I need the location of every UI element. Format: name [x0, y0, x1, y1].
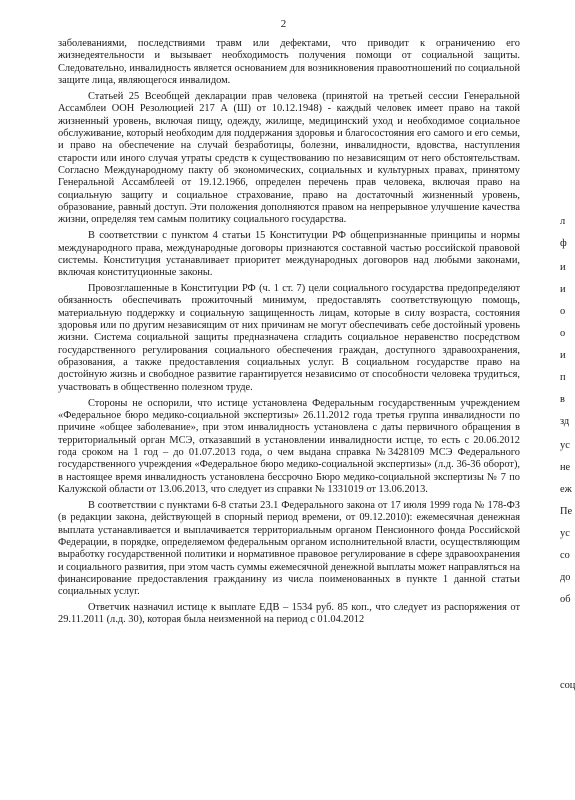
edge-fragment: не — [560, 462, 571, 473]
paragraph-universal-declaration: Статьей 25 Всеобщей декларации прав человека (принятой на третьей сессии Генеральной Ассамблеи ООН Резолюцией 217 А (Ш) от 10.12.1948) - каждый человек имеет право на такой жизненный уровень, включая пищу, одежду, жилище, медицинский уход и необходимое социальное обслуживание, который необходим для поддержания здоровья и благосостояния его самого и его семьи, и право на обеспечение на случай безработицы, болезни, инвалидности, вдовства, наступления старости или иного случая утраты средств к существованию по независящим от него обстоятельствам. Согласно Международному пакту об экономических, социальных и культурных правах, принятому Генеральной Ассамблеей от 19.12.1966, определен перечень прав человека, включая право на социальную защиту и социальное страхование, право на достаточный жизненный уровень, образование, равный доступ. Эти положения дополняются правом на непрерывное улучшение качества жизни, определяя тем самым политику социального государства. — [58, 90, 520, 226]
edge-fragment: п — [560, 372, 566, 383]
edge-fragment: Пе — [560, 506, 573, 517]
edge-fragment: ус — [560, 528, 570, 539]
page-number: 2 — [280, 18, 287, 30]
paragraph-federal-law-178: В соответствии с пунктами 6-8 статьи 23.1 Федерального закона от 17 июля 1999 года № 178-ФЗ (в редакции закона, действующей в спорный период времени, от 09.12.2010): ежемесячная денежная выплата устанавливается и выплачивается территориальным органом Пенсионного фонда Российской Федерации, в порядке, определяемом федеральным органом исполнительной власти, осуществляющим выработку государственной политики и нормативное правовое регулирование в сфере здравоохранения и социального развития, при этом часть суммы ежемесячной денежной выплаты может направляться на финансирование предоставления гражданину из числа поименованных в пункте 1 данной статьи социальных услуг. — [58, 499, 520, 598]
edge-fragment: о — [560, 328, 566, 339]
edge-fragment: в — [560, 394, 565, 405]
edge-fragment: и — [560, 350, 566, 361]
paragraph-edv-payment: Ответчик назначил истице к выплате ЕДВ – 1534 руб. 85 коп., что следует из распоряжения от 29.11.2011 (л.д. 30), которая была неизменной на период с 01.04.2012 — [58, 602, 520, 626]
edge-fragment: зд — [560, 416, 570, 427]
document-body — [58, 38, 520, 630]
edge-fragment: еж — [560, 484, 572, 495]
edge-fragment: со — [560, 550, 570, 561]
paragraph-disability-established: Стороны не оспорили, что истице установлена Федеральным государственным учреждением «Федеральное бюро медико-социальной экспертизы» 26.11.2012 года третья группа инвалидности по причине «общее заболевание», при этом инвалидность установлена с даты первичного обращения в территориальный орган МСЭ, отказавший в установлении инвалидности истце, то есть с 20.06.2012 года сроком на 1 год – до 01.07.2013 года, о чем выдана справка №3428109 МСЭ Федерального государственного учреждения «Федеральное бюро медико-социальной экспертизы» (л.д. 36-36 оборот), в настоящее время инвалидность установлена бессрочно Бюро медико-социальной экспертизы № 7 по Калужской области от 13.06.2013, что следует из справки № 1331019 от 13.06.2013. — [58, 397, 520, 496]
edge-fragment: об — [560, 594, 571, 605]
paragraph-social-state: Провозглашенные в Конституции РФ (ч. 1 ст. 7) цели социального государства предопределяют обязанность обеспечивать прожиточный минимум, предоставлять соответствующую помощь, материальную поддержку и социальную защищенность лицам, которые в силу возраста, состояния здоровья или по другим независящим от них причинам не могут обеспечивать себе достойный уровень жизни. Система социальной защиты предназначена сгладить социальное неравенство посредством государственного регулирования социального обеспечения граждан, доступного здравоохранения, образования, а также предоставления социальных услуг. В социальном государстве право на достойную жизнь и свободное развитие гарантируется независимо от способности человека трудиться, участвовать в общественно полезном труде. — [58, 283, 520, 393]
edge-fragment: до — [560, 572, 571, 583]
edge-fragment: ф — [560, 238, 567, 249]
paragraph-constitution-art15: В соответствии с пунктом 4 статьи 15 Конституции РФ общепризнанные принципы и нормы международного права, международные договоры признаются составной частью российской правовой системы. Конституция устанавливает приоритет международных договоров над любыми законами, включая конституционные законы. — [58, 230, 520, 279]
edge-fragment: л — [560, 216, 566, 227]
edge-fragment: соц — [560, 680, 575, 691]
edge-fragment: о — [560, 306, 566, 317]
adjacent-page-edge — [560, 0, 575, 800]
paragraph-disability-basis: заболеваниями, последствиями травм или дефектами, что приводит к ограничению его жизнедеятельности и вызывает необходимость получения помощи от социальной защиты. Следовательно, инвалидность является основанием для возникновения правоотношений по социальной защите лица, являющегося инвалидом. — [58, 38, 520, 87]
edge-fragment: и — [560, 284, 566, 295]
edge-fragment: и — [560, 262, 566, 273]
edge-fragment: ус — [560, 440, 570, 451]
